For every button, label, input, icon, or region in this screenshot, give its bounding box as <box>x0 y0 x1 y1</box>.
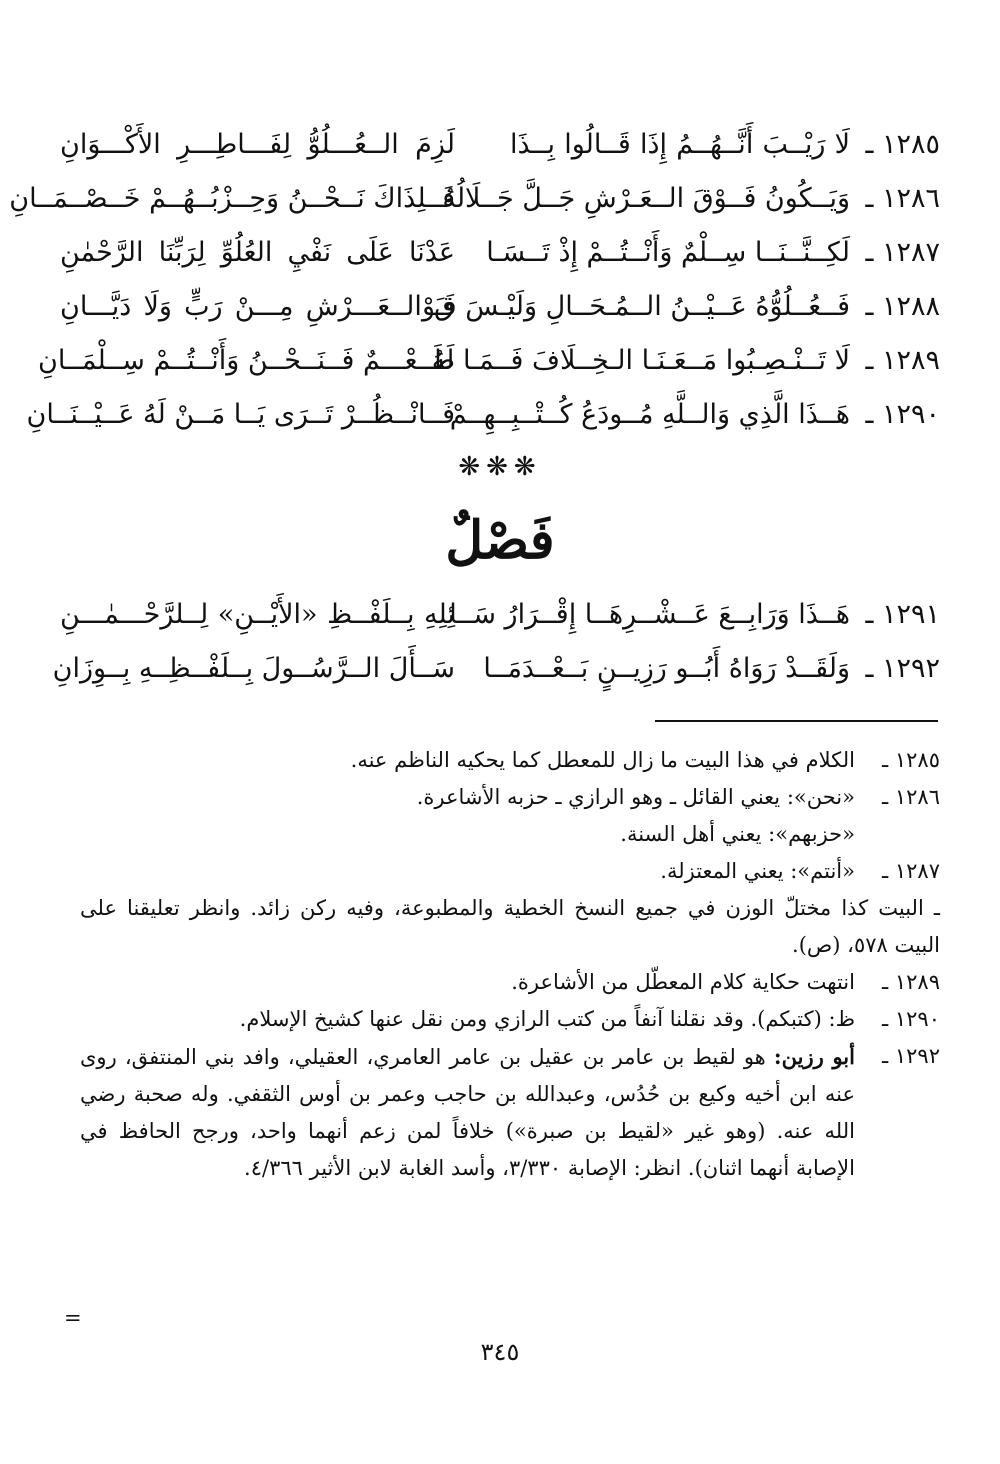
verse-second-hemistich: فَــانْــظُــرْ تَــرَى يَــا مَــنْ لَهُ عَــيْــنَــانِ <box>26 399 455 430</box>
verse-row <box>26 388 940 442</box>
verse-first-hemistich: لَا تَــنْـصِـبُوا مَــعَـنَـا الـخِــلَافَ فَــمَـا لَهُ <box>431 345 850 376</box>
verse-first-hemistich: وَلَقَــدْ رَوَاهُ أَبُــو رَزِيــنٍ بَــعْــدَمَــا <box>483 653 850 684</box>
footnote-text: «أنتم»: يعني المعتزلة. <box>660 859 855 883</box>
verse-number: ١٢٨٥ ـ <box>865 129 940 160</box>
verse-number: ١٢٨٧ ـ <box>865 237 940 268</box>
verse-row <box>38 334 940 388</box>
footnote <box>80 1001 940 1038</box>
verse-second-hemistich: طَــعْـــمٌ فَــنَــحْــنُ وَأَنْــتُــمْ سِــلْمَــانِ <box>38 345 455 376</box>
footnote-number: ١٢٩٠ ـ <box>882 1007 940 1031</box>
verse-first-hemistich: هَــذَا وَرَابِــعَ عَــشْــرِهَــا إِقْــرَارُ سَــا <box>449 599 850 630</box>
footnote <box>80 779 940 816</box>
footnote-number: ١٢٨٩ ـ <box>882 970 940 994</box>
footnote-bold-term: أبو رزين: <box>773 1044 855 1069</box>
footnote-text: انتهت حكاية كلام المعطّل من الأشاعرة. <box>511 970 855 994</box>
verse-row <box>60 226 940 280</box>
verse-second-hemistich: سَــأَلَ الــرَّسُــولَ بِــلَفْــظِــهِ بِــوِزَانِ <box>52 653 455 684</box>
verse-number: ١٢٩٢ ـ <box>865 653 940 684</box>
verse-number: ١٢٩٠ ـ <box>865 399 940 430</box>
verse-number: ١٢٩١ ـ <box>865 599 940 630</box>
verse-row <box>60 118 940 172</box>
footnote <box>80 1038 940 1187</box>
verse-second-hemistich: قَ الــعَـــرْشِ مِـــنْ رَبٍّ وَلَا دَيَّـــانِ <box>60 291 455 322</box>
footnote-text: الكلام في هذا البيت ما زال للمعطل كما يحكيه الناظم عنه. <box>350 748 855 772</box>
footnote <box>80 742 940 779</box>
section-title: فَصْلٌ <box>445 510 555 571</box>
footnote-text: «نحن»: يعني القائل ـ وهو الرازي ـ حزبه الأشاعرة. <box>416 785 855 809</box>
footnote-divider <box>655 720 938 722</box>
footnote <box>80 964 940 1001</box>
verse-number: ١٢٨٨ ـ <box>865 291 940 322</box>
verse-row <box>60 280 940 334</box>
section-separator-stars: ❋❋❋ <box>458 452 542 482</box>
verse-first-hemistich: فَــعُــلُوُّهُ عَــيْــنُ الــمُـحَــالِ وَلَيْـسَ فَـوْ <box>421 291 850 322</box>
continuation-mark: = <box>64 1306 82 1330</box>
verse-first-hemistich: هَــذَا الَّذِي وَالــلَّهِ مُــودَعُ كُــتْــبِــهِــمْ <box>449 399 850 430</box>
verse-first-hemistich: لَا رَيْــبَ أَنَّــهُــمُ إِذَا قَــالُوا بِــذَا <box>510 129 850 160</box>
footnote-text <box>80 1038 855 1187</box>
footnote-subline: «حزبهم»: يعني أهل السنة. <box>620 822 855 846</box>
footnote-paragraph: ـ البيت كذا مختلّ الوزن في جميع النسخ الخطية والمطبوعة، وفيه ركن زائد. وانظر تعليقنا على البيت ٥٧٨، (ص). <box>80 896 941 957</box>
verse-second-hemistich: لَزِمَ الــعُـــلُوُّ لِفَـــاطِـــرِ الأَكْـــوَانِ <box>60 129 455 160</box>
footnote-number: ١٢٨٧ ـ <box>882 859 940 883</box>
verse-second-hemistich: ئِلِهِ بِــلَفْــظِ «الأَيْــنِ» لِــلرَّحْـــمٰـــنِ <box>60 599 455 630</box>
footnote-number: ١٢٩٢ ـ <box>882 1044 940 1068</box>
verse-second-hemistich: فَــلِذَاكَ نَــحْــنُ وَحِــزْبُــهُــمْ خَــصْــمَــانِ <box>9 183 455 214</box>
page-number: ٣٤٥ <box>480 1338 520 1366</box>
footnotes <box>80 742 940 1187</box>
footnote-text: ظ: (كتبكم). وقد نقلنا آنفاً من كتب الرازي ومن نقل عنها كشيخ الإسلام. <box>239 1007 855 1031</box>
footnote-number: ١٢٨٥ ـ <box>882 748 940 772</box>
verse-row <box>52 642 940 696</box>
footnote-number: ١٢٨٦ ـ <box>882 785 940 809</box>
footnote-body: هو لقيط بن عامر بن عقيل بن عامر العامري، العقيلي، وافد بني المنتفق، روى عنه ابن أخيه وكيع بن حُدُس، وعبدالله بن حاجب وعمر بن أوس الثقفي. وله صحبة رضي الله عنه. (وهو غير «لقيط بن صبرة») خلافاً لمن زعم أنهما واحد، ورجح الحافظ في الإصابة أنهما اثنان). انظر: الإصابة ٣/٣٣٠، وأسد الغابة لابن الأثير ٤/٣٦٦. <box>80 1045 855 1180</box>
verse-number: ١٢٨٦ ـ <box>865 183 940 214</box>
footnote <box>80 853 940 890</box>
verse-second-hemistich: عَدْنَا عَلَى نَفْيِ العُلُوِّ لِرَبِّنَا الرَّحْمٰنِ <box>60 237 455 268</box>
verse-row <box>60 588 940 642</box>
verse-number: ١٢٨٩ ـ <box>865 345 940 376</box>
verse-first-hemistich: وَيَــكُونُ فَــوْقَ الــعَـرْشِ جَــلَّ جَــلَالُهُ <box>442 183 850 214</box>
verse-row <box>9 172 940 226</box>
verse-first-hemistich: لَكِــنَّــنَــا سِــلْمٌ وَأَنْــتُــمْ إِذْ تَــسَـا <box>486 237 850 268</box>
